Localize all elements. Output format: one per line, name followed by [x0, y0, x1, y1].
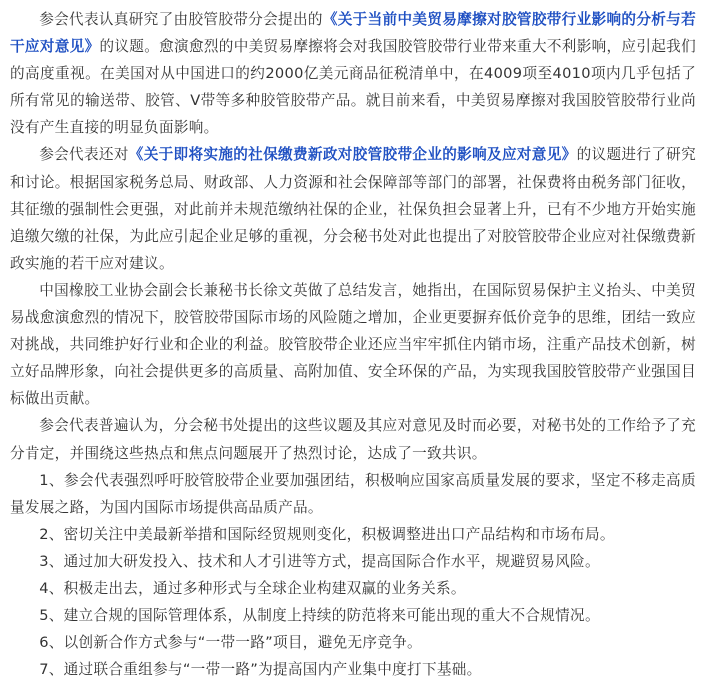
list-item: [10, 521, 696, 548]
paragraph-text: 参会代表普遍认为，分会秘书处提出的这些议题及其应对意见及时而必要，对秘书处的工作给予了充分肯定，并围绕这些热点和焦点问题展开了热烈讨论，达成了一致共识。: [10, 417, 696, 462]
paragraph-text: 参会代表认真研究了由胶管胶带分会提出的: [39, 11, 323, 28]
list-item-text: 3、通过加大研发投入、技术和人才引进等方式，提高国际合作水平，规避贸易风险。: [39, 552, 600, 570]
list-item-text: 1、参会代表强烈呼吁胶管胶带企业要加强团结，积极响应国家高质量发展的要求，坚定不移走高质量发展之路，为国内国际市场提供高品质产品。: [10, 471, 696, 516]
list-item: [10, 575, 696, 602]
paragraph-consensus: [10, 412, 696, 466]
report-title-trade-friction: 《关于当前中美贸易摩擦对胶管胶带行业影响的分析与若干应对意见》: [10, 11, 696, 56]
list-item-text: 6、以创新合作方式参与“一带一路”项目，避免无序竞争。: [39, 634, 422, 652]
list-item-text: 5、建立合规的国际管理体系，从制度上持续的防范将来可能出现的重大不合规情况。: [39, 607, 600, 625]
paragraph-text: 参会代表还对: [39, 146, 129, 164]
list-item-text: 7、通过联合重组参与“一带一路”为提高国内产业集中度打下基础。: [39, 661, 482, 679]
list-item: [10, 656, 696, 683]
list-item: [10, 629, 696, 656]
report-title-social-security: 《关于即将实施的社保缴费新政对胶管胶带企业的影响及应对意见》: [128, 146, 577, 164]
paragraph-trade-friction: [10, 6, 696, 141]
article-body: [10, 6, 696, 683]
paragraph-text: 的议题进行了研究和讨论。根据国家税务总局、财政部、人力资源和社会保障部等部门的部署，社保费将由税务部门征收，其征缴的强制性会更强，对此前并未规范缴纳社保的企业，社保负担会显著上升，已有不少地方开始实施追缴欠缴的社保，为此应引起企业足够的重视，分会秘书处对此也提出了对胶管胶带企业应对社保缴费新政实施的若干应对建议。: [10, 146, 696, 272]
paragraph-text: 中国橡胶工业协会副会长兼秘书长徐文英做了总结发言，她指出，在国际贸易保护主义抬头、中美贸易战愈演愈烈的情况下，胶管胶带国际市场的风险随之增加，企业更要摒弃低价竞争的思维，团结一致应对挑战，共同维护好行业和企业的利益。胶管胶带企业还应当牢牢抓住内销市场，注重产品技术创新，树立好品牌形象，向社会提供更多的高质量、高附加值、安全环保的产品，为实现我国胶管胶带产业强国目标做出贡献。: [10, 281, 696, 408]
list-item: [10, 467, 696, 521]
paragraph-summary-speech: [10, 277, 696, 412]
list-item: [10, 548, 696, 575]
list-item-text: 4、积极走出去，通过多种形式与全球企业构建双赢的业务关系。: [39, 579, 466, 597]
list-item: [10, 602, 696, 629]
paragraph-social-security: [10, 141, 696, 276]
list-item-text: 2、密切关注中美最新举措和国际经贸规则变化，积极调整进出口产品结构和市场布局。: [39, 525, 615, 543]
paragraph-text: 的议题。愈演愈烈的中美贸易摩擦将会对我国胶管胶带行业带来重大不利影响，应引起我们的高度重视。在美国对从中国进口的约2000亿美元商品征税清单中，在4009项至4010项内几乎包括了所有常见的输送带、胶管、V带等多种胶管胶带产品。就目前来看，中美贸易摩擦对我国胶管胶带行业尚没有产生直接的明显负面影响。: [10, 38, 696, 137]
